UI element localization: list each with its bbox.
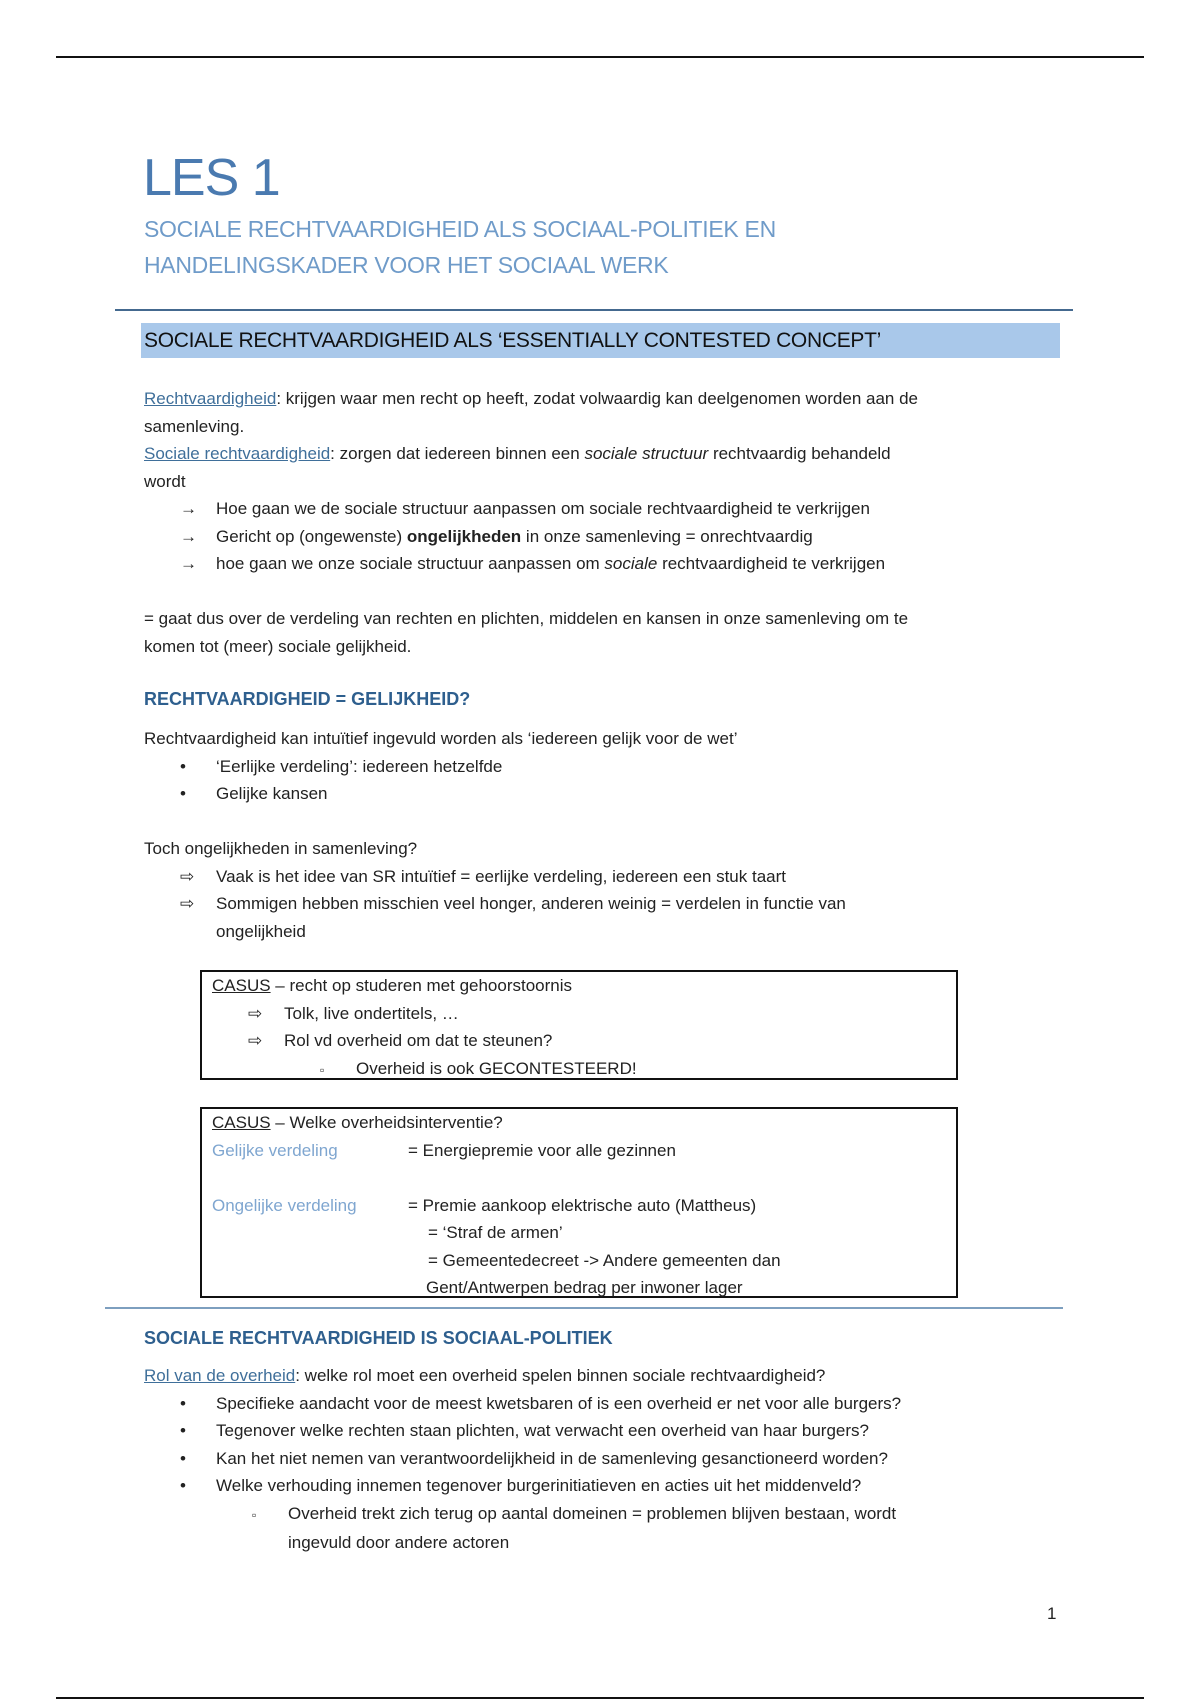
casus-box-2 <box>200 1107 958 1298</box>
arrow-icon: → <box>180 554 197 573</box>
summary-text: komen tot (meer) sociale gelijkheid. <box>144 636 412 656</box>
casus-text: = ‘Straf de armen’ <box>428 1223 563 1242</box>
arrow-item: Vaak is het idee van SR intuïtief = eerlijke verdeling, iedereen een stuk taart <box>216 866 786 886</box>
casus-subitem: Overheid is ook GECONTESTEERD! <box>356 1058 637 1078</box>
section-1-body <box>144 385 918 660</box>
bullet-icon: • <box>180 784 186 803</box>
casus-text: Gent/Antwerpen bedrag per inwoner lager <box>426 1278 743 1297</box>
bullet-item: Gelijke kansen <box>216 784 328 803</box>
definition-text: : krijgen waar men recht op heeft, zodat volwaardig kan deelgenomen worden aan de <box>276 389 918 408</box>
arrow-item: Gericht op (ongewenste) <box>216 526 407 546</box>
definition-text: rechtvaardig behandeld <box>708 444 891 463</box>
emphasis: sociale structuur <box>584 444 709 463</box>
casus-box-1 <box>200 970 958 1080</box>
casus-label: CASUS <box>212 976 271 995</box>
arrow-icon: → <box>180 526 197 546</box>
definition-text: : welke rol moet een overheid spelen binnen sociale rechtvaardigheid? <box>295 1366 826 1385</box>
definition-text: : zorgen dat iedereen binnen een <box>330 444 585 463</box>
bullet-icon: • <box>180 1393 186 1413</box>
bullet-icon: • <box>180 1421 186 1440</box>
arrow-item: Hoe gaan we de sociale structuur aanpassen om sociale rechtvaardigheid te verkrijgen <box>216 499 870 518</box>
bullet-item: Welke verhouding innemen tegenover burgerinitiatieven en acties uit het middenveld? <box>216 1476 862 1495</box>
arrow-item: hoe gaan we onze sociale structuur aanpassen om <box>216 554 605 573</box>
emphasis: sociale <box>604 554 658 573</box>
casus-title: – recht op studeren met gehoorstoornis <box>270 976 573 995</box>
page-number: 1 <box>1047 1604 1057 1623</box>
bullet-item: Tegenover welke rechten staan plichten, wat verwacht een overheid van haar burgers? <box>216 1421 869 1440</box>
casus-item: Tolk, live ondertitels, … <box>284 1003 459 1023</box>
arrow-item-cont: ongelijkheid <box>216 921 306 941</box>
intro-text: Rechtvaardigheid kan intuïtief ingevuld worden als ‘iedereen gelijk voor de wet’ <box>144 729 738 748</box>
bullet-icon: • <box>180 756 186 776</box>
term-rol-overheid: Rol van de overheid <box>144 1366 296 1385</box>
hollow-arrow-icon: ⇨ <box>180 866 195 886</box>
casus-item: Rol vd overheid om dat te steunen? <box>284 1031 553 1050</box>
header-rule <box>56 56 1144 58</box>
question-text: Toch ongelijkheden in samenleving? <box>144 839 418 858</box>
sub-item-cont: ingevuld door andere actoren <box>288 1533 510 1552</box>
summary-text: = gaat dus over de verdeling van rechten en plichten, middelen en kansen in onze samenleving om te <box>144 609 909 628</box>
page-title: LES 1 <box>143 149 280 207</box>
emphasis: ongelijkheden <box>406 526 522 546</box>
term-sociale-rechtvaardigheid: Sociale rechtvaardigheid <box>144 444 331 463</box>
square-bullet-icon: ▫ <box>320 1062 325 1077</box>
hollow-arrow-icon: ⇨ <box>248 1003 263 1023</box>
arrow-item: Sommigen hebben misschien veel honger, anderen weinig = verdelen in functie van <box>216 894 846 913</box>
section-heading-gelijkheid: RECHTVAARDIGHEID = GELIJKHEID? <box>144 689 471 709</box>
definition-cont: samenleving. <box>144 416 245 436</box>
label-gelijke-verdeling: Gelijke verdeling <box>212 1140 338 1160</box>
square-bullet-icon: ▫ <box>252 1507 257 1522</box>
hollow-arrow-icon: ⇨ <box>180 894 195 913</box>
bullet-item: Specifieke aandacht voor de meest kwetsbaren of is een overheid er net voor alle burgers? <box>216 1393 902 1413</box>
footer-rule <box>56 1697 1144 1699</box>
arrow-item: in onze samenleving = onrechtvaardig <box>521 526 813 546</box>
subtitle-line-2: HANDELINGSKADER VOOR HET SOCIAAL WERK <box>144 252 669 278</box>
sub-item: Overheid trekt zich terug op aantal domeinen = problemen blijven bestaan, wordt <box>288 1503 897 1523</box>
section-3-body <box>144 1362 901 1557</box>
arrow-icon: → <box>180 499 197 518</box>
hollow-arrow-icon: ⇨ <box>248 1031 263 1050</box>
bullet-icon: • <box>180 1448 186 1468</box>
term-rechtvaardigheid: Rechtvaardigheid <box>144 389 277 408</box>
casus-text: = Energiepremie voor alle gezinnen <box>408 1140 676 1160</box>
casus-title: – Welke overheidsinterventie? <box>270 1113 503 1132</box>
title-rule <box>115 309 1073 311</box>
bullet-item: Kan het niet nemen van verantwoordelijkheid in de samenleving gesanctioneerd worden? <box>216 1448 888 1468</box>
section-heading-sociaal-politiek: SOCIALE RECHTVAARDIGHEID IS SOCIAAL-POLITIEK <box>144 1328 613 1348</box>
bullet-icon: • <box>180 1476 186 1495</box>
arrow-item: rechtvaardigheid te verkrijgen <box>657 554 886 573</box>
section-heading-contested: SOCIALE RECHTVAARDIGHEID ALS ‘ESSENTIALLY CONTESTED CONCEPT’ <box>141 323 1060 358</box>
label-ongelijke-verdeling: Ongelijke verdeling <box>212 1195 357 1215</box>
bullet-item: ‘Eerlijke verdeling’: iedereen hetzelfde <box>216 756 503 776</box>
casus-text: = Gemeentedecreet -> Andere gemeenten dan <box>428 1250 781 1270</box>
casus-text: = Premie aankoop elektrische auto (Mattheus) <box>408 1195 757 1215</box>
definition-cont: wordt <box>144 471 186 491</box>
subtitle-line-1: SOCIALE RECHTVAARDIGHEID ALS SOCIAAL-POLITIEK EN <box>144 216 776 242</box>
section-2-body <box>144 725 846 945</box>
casus-label: CASUS <box>212 1113 271 1132</box>
section-rule <box>105 1307 1063 1309</box>
